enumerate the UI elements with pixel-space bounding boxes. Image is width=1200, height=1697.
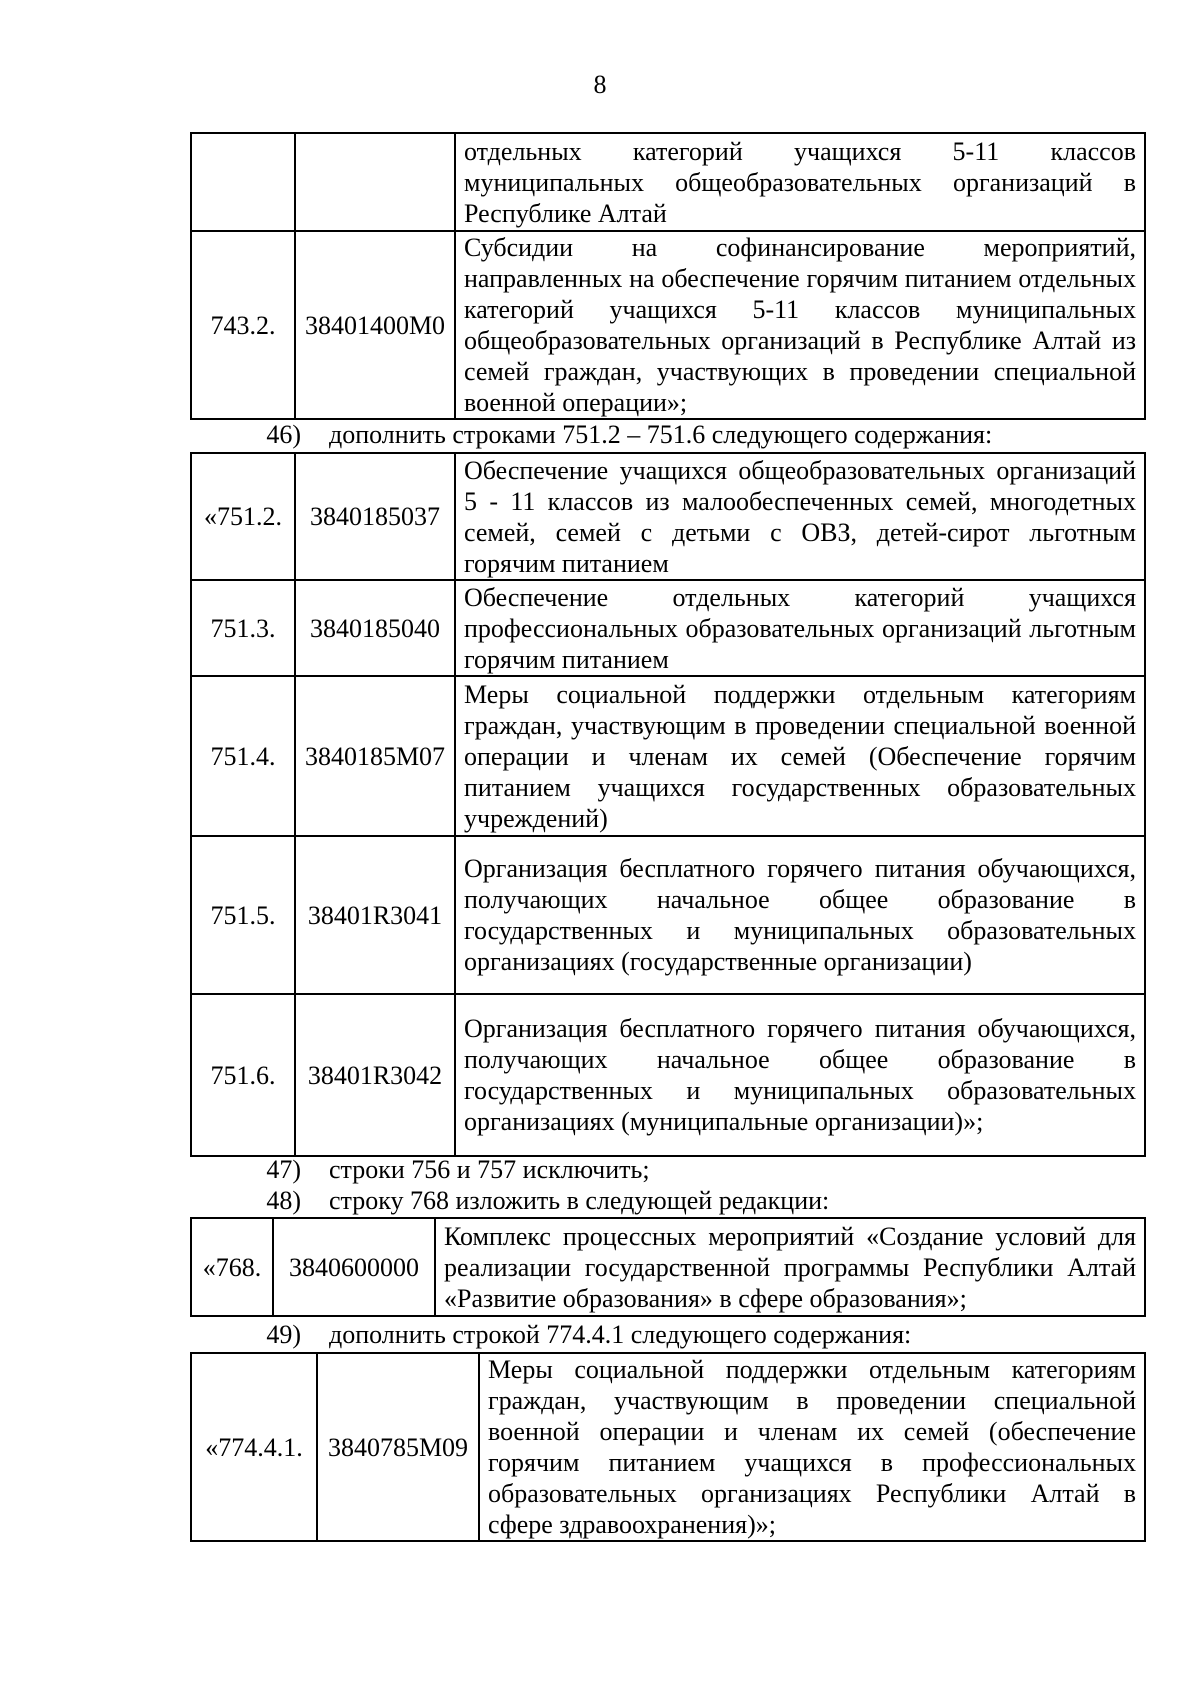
code-cell: 3840600000 <box>273 1218 435 1316</box>
code-cell: 3840185040 <box>295 580 455 676</box>
instruction-text: дополнить строками 751.2 – 751.6 следующего содержания: <box>329 420 993 449</box>
description-cell: Субсидии на софинансирование мероприятий, направленных на обеспечение горячим питанием отдельных категорий учащихся 5-11 классов муниципальных общеобразовательных организаций в Республике Алтай из семей граждан, участвующих в проведении специальной военной операции»; <box>455 231 1145 419</box>
instruction-text: строку 768 изложить в следующей редакции: <box>329 1186 830 1215</box>
instruction-text: строки 756 и 757 исключить; <box>329 1155 650 1184</box>
table-row <box>191 1218 1145 1316</box>
code-cell: 38401R3042 <box>295 994 455 1156</box>
item-number: 47) <box>266 1155 301 1184</box>
row-number-cell: 751.5. <box>191 836 295 994</box>
description-cell: Обеспечение учащихся общеобразовательных организаций 5 - 11 классов из малообеспеченных семей, многодетных семей, семей с детьми с ОВЗ, детей-сирот льготным горячим питанием <box>455 453 1145 580</box>
row-number-cell: 751.6. <box>191 994 295 1156</box>
table-row-768 <box>190 1217 1146 1317</box>
table-row <box>191 133 1145 231</box>
code-cell: 38401400М0 <box>295 231 455 419</box>
instruction-47 <box>266 1155 650 1185</box>
instruction-49 <box>266 1320 912 1350</box>
instruction-48 <box>266 1186 830 1216</box>
description-cell: Обеспечение отдельных категорий учащихся профессиональных образовательных организаций льготным горячим питанием <box>455 580 1145 676</box>
row-number-cell: 743.2. <box>191 231 295 419</box>
row-number-cell: 751.4. <box>191 676 295 836</box>
code-cell: 3840185М07 <box>295 676 455 836</box>
table-row <box>191 1353 1145 1541</box>
code-cell: 3840185037 <box>295 453 455 580</box>
table-row <box>191 676 1145 836</box>
description-cell: Меры социальной поддержки отдельным категориям граждан, участвующим в проведении специальной военной операции и членам их семей (Обеспечение горячим питанием учащихся государственных образовательных учреждений) <box>455 676 1145 836</box>
item-number: 49) <box>266 1320 301 1349</box>
description-cell: Меры социальной поддержки отдельным категориям граждан, участвующим в проведении специальной военной операции и членам их семей (обеспечение горячим питанием учащихся в профессиональных образовательных организациях Республики Алтай в сфере здравоохранения)»; <box>479 1353 1145 1541</box>
table-row <box>191 453 1145 580</box>
item-number: 48) <box>266 1186 301 1215</box>
code-cell: 38401R3041 <box>295 836 455 994</box>
table-rows-751 <box>190 452 1146 1157</box>
table-continuation <box>190 132 1146 420</box>
description-cell: Организация бесплатного горячего питания обучающихся, получающих начальное общее образование в государственных и муниципальных образовательных организациях (муниципальные организации)»; <box>455 994 1145 1156</box>
row-number-cell: «751.2. <box>191 453 295 580</box>
table-row <box>191 836 1145 994</box>
row-number-cell: 751.3. <box>191 580 295 676</box>
code-cell: 3840785М09 <box>317 1353 479 1541</box>
row-number-cell: «774.4.1. <box>191 1353 317 1541</box>
instruction-text: дополнить строкой 774.4.1 следующего содержания: <box>329 1320 912 1349</box>
item-number: 46) <box>266 420 301 449</box>
description-cell: отдельных категорий учащихся 5-11 классов муниципальных общеобразовательных организаций в Республике Алтай <box>455 133 1145 231</box>
row-number-cell <box>191 133 295 231</box>
code-cell <box>295 133 455 231</box>
table-row <box>191 231 1145 419</box>
table-row <box>191 994 1145 1156</box>
description-cell: Комплекс процессных мероприятий «Создание условий для реализации государственной программы Республики Алтай «Развитие образования» в сфере образования»; <box>435 1218 1145 1316</box>
table-row <box>191 580 1145 676</box>
instruction-46 <box>266 420 993 450</box>
table-row-774-4-1 <box>190 1352 1146 1542</box>
row-number-cell: «768. <box>191 1218 273 1316</box>
page-number: 8 <box>593 70 607 99</box>
description-cell: Организация бесплатного горячего питания обучающихся, получающих начальное общее образование в государственных и муниципальных образовательных организациях (государственные организации) <box>455 836 1145 994</box>
